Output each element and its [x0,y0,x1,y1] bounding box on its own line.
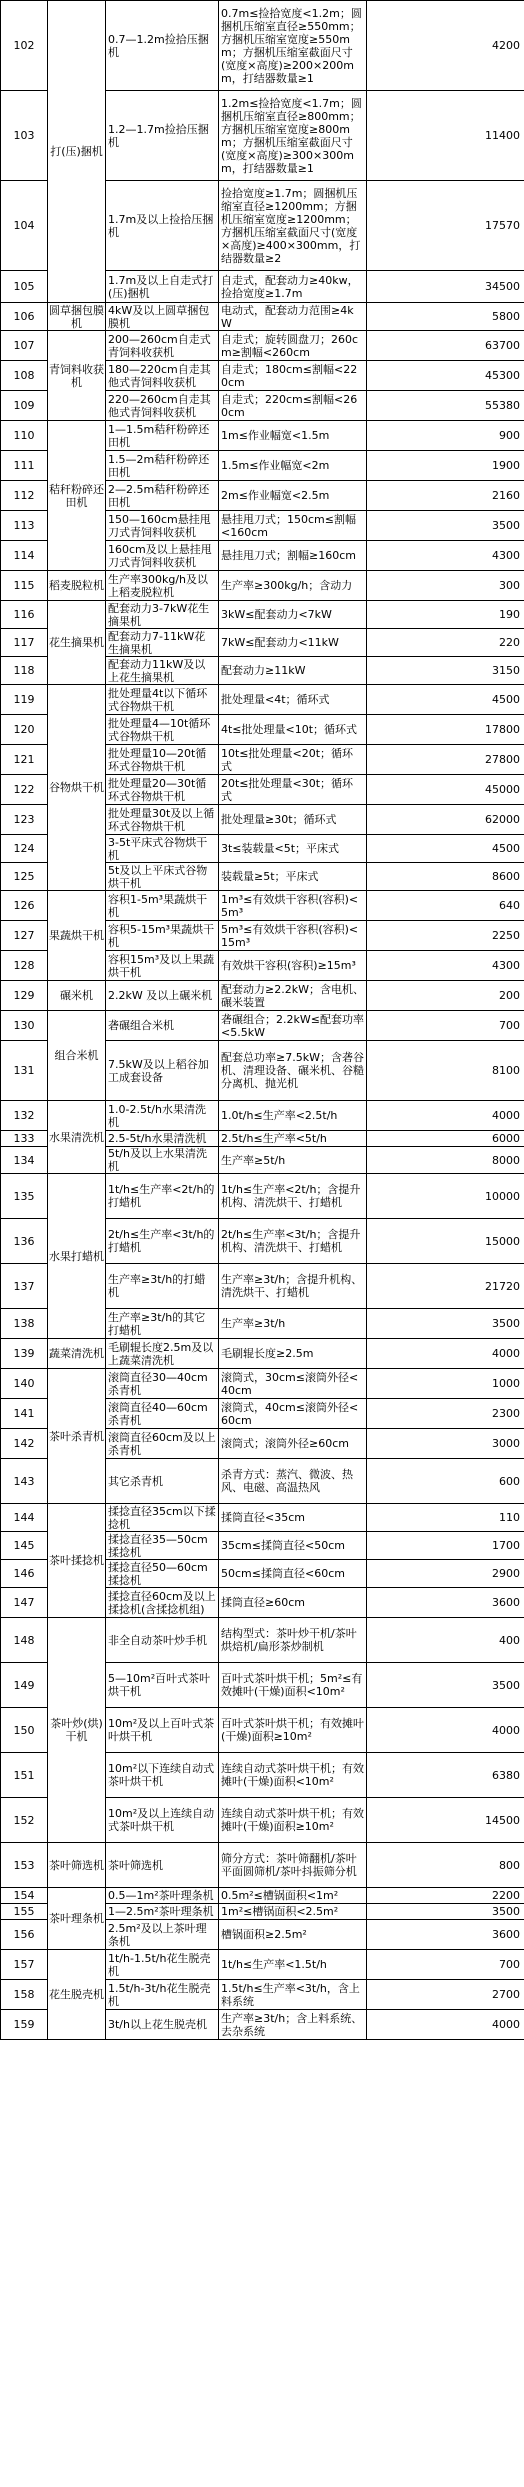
row-number: 126 [1,891,48,921]
category-label: 稻麦脱粒机 [48,571,106,601]
spec-text: 1t/h≤生产率<1.5t/h [219,1950,367,1980]
spec-text: 1m≤作业幅宽<1.5m [219,421,367,451]
spec-text: 3t≤装载量<5t；平床式 [219,835,367,863]
spec-text: 配套总功率≥7.5kW；含砻谷机、清理设备、碾米机、谷糙分离机、抛光机 [219,1041,367,1101]
price-value: 3000 [367,1429,524,1459]
row-number: 114 [1,541,48,571]
spec-text: 50cm≤揉筒直径<60cm [219,1560,367,1588]
category-label: 秸秆粉碎还田机 [48,421,106,571]
spec-text: 1.0t/h≤生产率<2.5t/h [219,1101,367,1131]
price-value: 4000 [367,2010,524,2040]
table-row [1,1843,524,1888]
machine-name: 2.2kW 及以上碾米机 [106,981,219,1011]
row-number: 152 [1,1798,48,1843]
table-row [1,601,524,629]
table-row [1,685,524,715]
table-row [1,981,524,1011]
spec-text: 连续自动式茶叶烘干机；有效摊叶(干燥)面积<10m² [219,1753,367,1798]
spec-text: 10t≤批处理量<20t；循环式 [219,745,367,775]
price-value: 190 [367,601,524,629]
spec-text: 配套动力≥2.2kW；含电机、碾米装置 [219,981,367,1011]
spec-text: 配套动力≥11kW [219,657,367,685]
machine-name: 1.2—1.7m捡拾压捆机 [106,91,219,181]
spec-text: 1m²≤槽锅面积<2.5m² [219,1904,367,1920]
row-number: 118 [1,657,48,685]
price-value: 4500 [367,835,524,863]
category-label: 茶叶筛选机 [48,1843,106,1888]
machine-name: 10m²及以上连续自动式茶叶烘干机 [106,1798,219,1843]
spec-text: 揉筒直径<35cm [219,1504,367,1532]
price-value: 3500 [367,1663,524,1708]
row-number: 132 [1,1101,48,1131]
table-row [1,1,524,91]
machine-name: 批处理量4—10t循环式谷物烘干机 [106,715,219,745]
spec-text: 悬挂甩刀式；150cm≤割幅<160cm [219,511,367,541]
price-value: 4500 [367,685,524,715]
machine-name: 5—10m²百叶式茶叶烘干机 [106,1663,219,1708]
price-value: 3500 [367,1904,524,1920]
machine-name: 2t/h≤生产率<3t/h的打蜡机 [106,1219,219,1264]
price-value: 10000 [367,1174,524,1219]
machine-name: 茶叶筛选机 [106,1843,219,1888]
row-number: 116 [1,601,48,629]
price-value: 700 [367,1011,524,1041]
price-value: 2900 [367,1560,524,1588]
machine-name: 1—1.5m秸秆粉碎还田机 [106,421,219,451]
price-value: 200 [367,981,524,1011]
table-row [1,303,524,331]
price-value: 400 [367,1618,524,1663]
row-number: 120 [1,715,48,745]
row-number: 110 [1,421,48,451]
price-value: 2300 [367,1399,524,1429]
machine-name: 配套动力11kW及以上花生摘果机 [106,657,219,685]
table-row [1,331,524,361]
row-number: 142 [1,1429,48,1459]
category-label: 茶叶炒(烘)干机 [48,1618,106,1843]
spec-text: 悬挂甩刀式；割幅≥160cm [219,541,367,571]
spec-text: 5m³≤有效烘干容积(容积)<15m³ [219,921,367,951]
spec-text: 1m³≤有效烘干容积(容积)<5m³ [219,891,367,921]
spec-text: 槽锅面积≥2.5m² [219,1920,367,1950]
machine-name: 配套动力3-7kW花生摘果机 [106,601,219,629]
price-value: 11400 [367,91,524,181]
category-label: 水果打蜡机 [48,1174,106,1339]
price-value: 45300 [367,361,524,391]
category-label: 花生脱壳机 [48,1950,106,2040]
row-number: 109 [1,391,48,421]
table-row [1,1618,524,1663]
machine-name: 160cm及以上悬挂甩刀式青饲料收获机 [106,541,219,571]
spec-text: 捡拾宽度≥1.7m；圆捆机压缩室直径≥1200mm；方捆机压缩室宽度≥1200mm；方捆机压缩室截面尺寸(宽度×高度)≥400×300mm，打结器数量≥2 [219,181,367,271]
machine-name: 揉捻直径35—50cm揉捻机 [106,1532,219,1560]
category-label: 打(压)捆机 [48,1,106,303]
machine-name: 批处理量20—30t循环式谷物烘干机 [106,775,219,805]
category-label: 青饲料收获机 [48,331,106,421]
machine-name: 非全自动茶叶炒手机 [106,1618,219,1663]
spec-text: 百叶式茶叶烘干机；5m²≤有效摊叶(干燥)面积<10m² [219,1663,367,1708]
machine-name: 0.7—1.2m捡拾压捆机 [106,1,219,91]
table-row [1,1339,524,1369]
price-value: 600 [367,1459,524,1504]
row-number: 111 [1,451,48,481]
category-label: 茶叶理条机 [48,1888,106,1950]
price-value: 3600 [367,1588,524,1618]
table-row [1,1888,524,1904]
category-label: 谷物烘干机 [48,685,106,891]
machine-name: 生产率≥3t/h的打蜡机 [106,1264,219,1309]
spec-text: 2m≤作业幅宽<2.5m [219,481,367,511]
price-value: 3600 [367,1920,524,1950]
price-value: 8600 [367,863,524,891]
category-label: 花生摘果机 [48,601,106,685]
spec-text: 毛刷辊长度≥2.5m [219,1339,367,1369]
row-number: 155 [1,1904,48,1920]
row-number: 135 [1,1174,48,1219]
spec-text: 35cm≤揉筒直径<50cm [219,1532,367,1560]
spec-text: 滚筒式，30cm≤滚筒外径<40cm [219,1369,367,1399]
machine-name: 生产率≥3t/h的其它打蜡机 [106,1309,219,1339]
row-number: 127 [1,921,48,951]
machine-name: 滚筒直径30—40cm杀青机 [106,1369,219,1399]
spec-text: 滚筒式，40cm≤滚筒外径<60cm [219,1399,367,1429]
category-label: 碾米机 [48,981,106,1011]
price-value: 110 [367,1504,524,1532]
spec-text: 装载量≥5t；平床式 [219,863,367,891]
category-label: 果蔬烘干机 [48,891,106,981]
machine-name: 7.5kW及以上稻谷加工成套设备 [106,1041,219,1101]
price-value: 34500 [367,271,524,303]
row-number: 129 [1,981,48,1011]
price-value: 8000 [367,1147,524,1174]
row-number: 119 [1,685,48,715]
row-number: 153 [1,1843,48,1888]
spec-text: 生产率≥3t/h；含提升机构、清洗烘干、打蜡机 [219,1264,367,1309]
machine-name: 毛刷辊长度2.5m及以上蔬菜清洗机 [106,1339,219,1369]
price-value: 21720 [367,1264,524,1309]
row-number: 141 [1,1399,48,1429]
row-number: 156 [1,1920,48,1950]
row-number: 150 [1,1708,48,1753]
spec-text: 7kW≤配套动力<11kW [219,629,367,657]
machine-name: 配套动力7-11kW花生摘果机 [106,629,219,657]
row-number: 158 [1,1980,48,2010]
row-number: 102 [1,1,48,91]
price-value: 4300 [367,951,524,981]
table-row [1,1369,524,1399]
spec-text: 杀青方式：蒸汽、微波、热风、电磁、高温热风 [219,1459,367,1504]
row-number: 106 [1,303,48,331]
row-number: 115 [1,571,48,601]
row-number: 117 [1,629,48,657]
row-number: 123 [1,805,48,835]
spec-text: 0.7m≤捡拾宽度<1.2m；圆捆机压缩室直径≥550mm；方捆机压缩室宽度≥550mm；方捆机压缩室截面尺寸(宽度×高度)≥200×200mm，打结器数量≥1 [219,1,367,91]
table-row [1,1011,524,1041]
machine-name: 1.5t/h-3t/h花生脱壳机 [106,1980,219,2010]
price-value: 3500 [367,511,524,541]
price-value: 14500 [367,1798,524,1843]
row-number: 112 [1,481,48,511]
spec-text: 1.5m≤作业幅宽<2m [219,451,367,481]
machine-name: 揉捻直径60cm及以上揉捻机(含揉捻机组) [106,1588,219,1618]
machine-name: 5t及以上平床式谷物烘干机 [106,863,219,891]
spec-text: 有效烘干容积(容积)≥15m³ [219,951,367,981]
price-value: 4000 [367,1101,524,1131]
price-value: 17570 [367,181,524,271]
category-label: 水果清洗机 [48,1101,106,1174]
row-number: 107 [1,331,48,361]
row-number: 145 [1,1532,48,1560]
row-number: 108 [1,361,48,391]
price-value: 6000 [367,1131,524,1147]
spec-text: 批处理量<4t；循环式 [219,685,367,715]
price-value: 3150 [367,657,524,685]
machine-name: 4kW及以上圆草捆包膜机 [106,303,219,331]
row-number: 138 [1,1309,48,1339]
spec-text: 百叶式茶叶烘干机；有效摊叶(干燥)面积≥10m² [219,1708,367,1753]
row-number: 149 [1,1663,48,1708]
price-value: 4200 [367,1,524,91]
spec-text: 生产率≥5t/h [219,1147,367,1174]
price-value: 5800 [367,303,524,331]
spec-text: 20t≤批处理量<30t；循环式 [219,775,367,805]
machine-name: 滚筒直径60cm及以上杀青机 [106,1429,219,1459]
table-row [1,1504,524,1532]
row-number: 131 [1,1041,48,1101]
price-value: 300 [367,571,524,601]
table-row [1,1950,524,1980]
price-value: 2700 [367,1980,524,2010]
table-row [1,571,524,601]
row-number: 124 [1,835,48,863]
spec-text: 自走式；220cm≤割幅<260cm [219,391,367,421]
machine-name: 滚筒直径40—60cm杀青机 [106,1399,219,1429]
row-number: 151 [1,1753,48,1798]
row-number: 125 [1,863,48,891]
spec-text: 3kW≤配套动力<7kW [219,601,367,629]
price-value: 45000 [367,775,524,805]
machine-name: 200—260cm自走式青饲料收获机 [106,331,219,361]
machine-name: 其它杀青机 [106,1459,219,1504]
table-row [1,1101,524,1131]
spec-text: 生产率≥3t/h [219,1309,367,1339]
row-number: 140 [1,1369,48,1399]
table-row [1,891,524,921]
spec-text: 0.5m²≤槽锅面积<1m² [219,1888,367,1904]
price-value: 640 [367,891,524,921]
spec-text: 批处理量≥30t；循环式 [219,805,367,835]
machine-name: 批处理量10—20t循环式谷物烘干机 [106,745,219,775]
row-number: 122 [1,775,48,805]
machine-name: 2—2.5m秸秆粉碎还田机 [106,481,219,511]
row-number: 139 [1,1339,48,1369]
price-value: 27800 [367,745,524,775]
machine-name: 10m²及以上百叶式茶叶烘干机 [106,1708,219,1753]
price-value: 17800 [367,715,524,745]
machine-name: 生产率300kg/h及以上稻麦脱粒机 [106,571,219,601]
row-number: 144 [1,1504,48,1532]
spec-text: 筛分方式：茶叶筛翻机/茶叶平面圆筛机/茶叶抖振筛分机 [219,1843,367,1888]
spec-text: 连续自动式茶叶烘干机；有效摊叶(干燥)面积≥10m² [219,1798,367,1843]
category-label: 圆草捆包膜机 [49,303,104,330]
row-number: 104 [1,181,48,271]
machine-name: 10m²以下连续自动式茶叶烘干机 [106,1753,219,1798]
spec-text: 1.2m≤捡拾宽度<1.7m；圆捆机压缩室直径≥800mm；方捆机压缩室宽度≥800mm；方捆机压缩室截面尺寸(宽度×高度)≥300×300mm，打结器数量≥1 [219,91,367,181]
spec-text: 生产率≥300kg/h；含动力 [219,571,367,601]
row-number: 143 [1,1459,48,1504]
machine-name: 砻碾组合米机 [106,1011,219,1041]
machine-name: 2.5-5t/h水果清洗机 [106,1131,219,1147]
machine-name: 1.5—2m秸秆粉碎还田机 [106,451,219,481]
machine-name: 1.0-2.5t/h水果清洗机 [106,1101,219,1131]
spec-text: 自走式；180cm≤割幅<220cm [219,361,367,391]
price-value: 8100 [367,1041,524,1101]
row-number: 121 [1,745,48,775]
row-number: 148 [1,1618,48,1663]
category-label: 蔬菜清洗机 [48,1339,106,1369]
price-value: 2160 [367,481,524,511]
price-value: 700 [367,1950,524,1980]
price-value: 1700 [367,1532,524,1560]
spec-text: 砻碾组合；2.2kW≤配套功率<5.5kW [219,1011,367,1041]
spec-text: 1.5t/h≤生产率<3t/h，含上料系统 [219,1980,367,2010]
machine-name: 1.7m及以上捡拾压捆机 [106,181,219,271]
machine-name: 3-5t平床式谷物烘干机 [106,835,219,863]
spec-text: 自走式；旋转圆盘刀；260cm≥割幅<260cm [219,331,367,361]
machine-name: 1t/h-1.5t/h花生脱壳机 [106,1950,219,1980]
machine-name: 揉捻直径35cm以下揉捻机 [106,1504,219,1532]
row-number: 147 [1,1588,48,1618]
price-value: 62000 [367,805,524,835]
row-number: 157 [1,1950,48,1980]
row-number: 137 [1,1264,48,1309]
machine-name: 批处理量4t以下循环式谷物烘干机 [106,685,219,715]
row-number: 146 [1,1560,48,1588]
spec-text: 揉筒直径≥60cm [219,1588,367,1618]
row-number: 133 [1,1131,48,1147]
price-value: 900 [367,421,524,451]
row-number: 136 [1,1219,48,1264]
price-value: 2200 [367,1888,524,1904]
table-row [1,421,524,451]
table-row [1,1174,524,1219]
machine-name: 1.7m及以上自走式打(压)捆机 [106,271,219,303]
price-value: 1000 [367,1369,524,1399]
price-value: 800 [367,1843,524,1888]
price-value: 63700 [367,331,524,361]
machine-name: 220—260cm自走其他式青饲料收获机 [106,391,219,421]
price-value: 2250 [367,921,524,951]
spec-text: 4t≤批处理量<10t；循环式 [219,715,367,745]
row-number: 103 [1,91,48,181]
price-value: 55380 [367,391,524,421]
machine-name: 5t/h及以上水果清洗机 [106,1147,219,1174]
machine-name: 容积5-15m³果蔬烘干机 [106,921,219,951]
price-value: 4000 [367,1708,524,1753]
price-value: 6380 [367,1753,524,1798]
row-number: 154 [1,1888,48,1904]
machine-name: 0.5—1m²茶叶理条机 [106,1888,219,1904]
machine-name: 1t/h≤生产率<2t/h的打蜡机 [106,1174,219,1219]
row-number: 105 [1,271,48,303]
spec-text: 结构型式：茶叶炒干机/茶叶烘焙机/扁形茶炒制机 [219,1618,367,1663]
machine-name: 揉捻直径50—60cm揉捻机 [106,1560,219,1588]
spec-text: 1t/h≤生产率<2t/h；含提升机构、清洗烘干、打蜡机 [219,1174,367,1219]
row-number: 113 [1,511,48,541]
row-number: 134 [1,1147,48,1174]
row-number: 159 [1,2010,48,2040]
price-value: 15000 [367,1219,524,1264]
spec-text: 2.5t/h≤生产率<5t/h [219,1131,367,1147]
machine-name: 2.5m²及以上茶叶理条机 [106,1920,219,1950]
spec-text: 电动式，配套动力范围≥4kW [219,303,367,331]
spec-text: 2t/h≤生产率<3t/h；含提升机构、清洗烘干、打蜡机 [219,1219,367,1264]
price-value: 4000 [367,1339,524,1369]
machine-name: 1—2.5m²茶叶理条机 [106,1904,219,1920]
category-label: 茶叶杀青机 [48,1369,106,1504]
spec-text: 自走式，配套动力≥40kw，捡拾宽度≥1.7m [219,271,367,303]
row-number: 128 [1,951,48,981]
category-label: 茶叶揉捻机 [48,1504,106,1618]
price-value: 220 [367,629,524,657]
machine-name: 180—220cm自走其他式青饲料收获机 [106,361,219,391]
price-value: 1900 [367,451,524,481]
machine-name: 批处理量30t及以上循环式谷物烘干机 [106,805,219,835]
price-value: 4300 [367,541,524,571]
spec-text: 滚筒式；滚筒外径≥60cm [219,1429,367,1459]
machine-name: 容积1-5m³果蔬烘干机 [106,891,219,921]
machine-name: 容积15m³及以上果蔬烘干机 [106,951,219,981]
row-number: 130 [1,1011,48,1041]
machine-name: 150—160cm悬挂甩刀式青饲料收获机 [106,511,219,541]
machine-name: 3t/h以上花生脱壳机 [106,2010,219,2040]
price-value: 3500 [367,1309,524,1339]
spec-text: 生产率≥3t/h；含上料系统、去杂系统 [219,2010,367,2040]
category-label: 组合米机 [48,1011,106,1101]
